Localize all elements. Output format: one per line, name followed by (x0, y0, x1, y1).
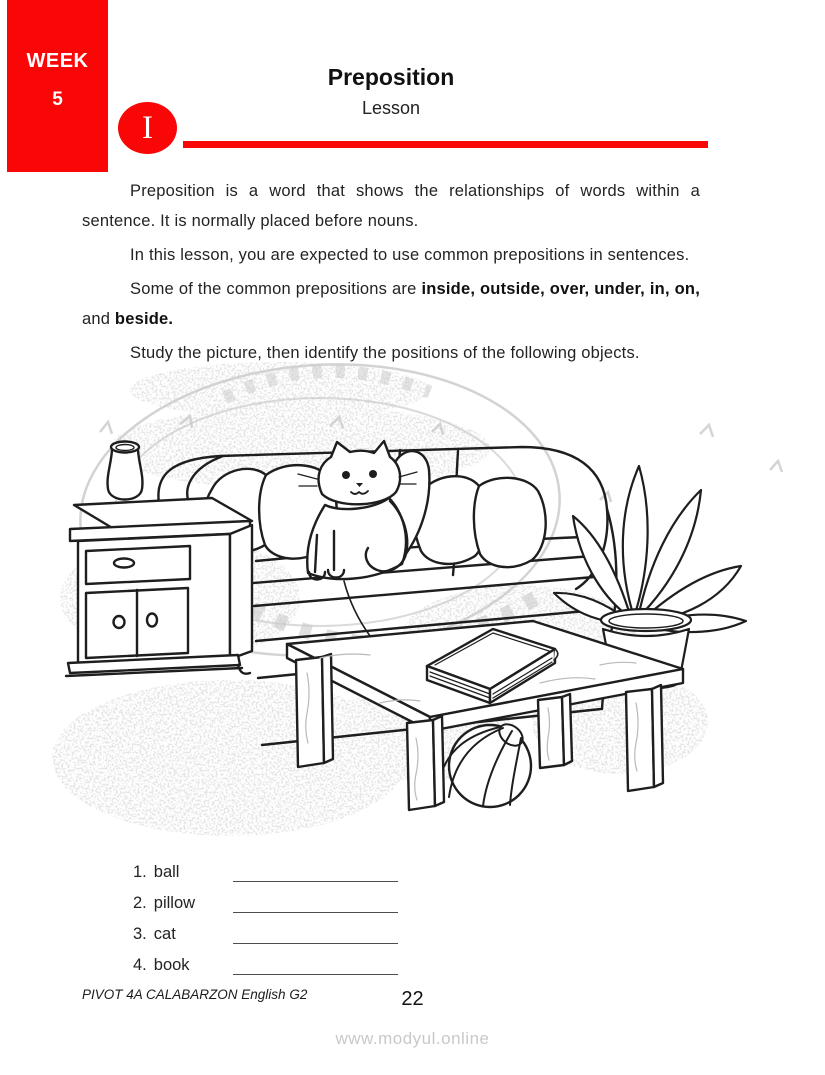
page-title: Preposition (327, 64, 455, 90)
p3-and: and (82, 310, 115, 328)
list-item (133, 944, 398, 975)
p3-bold-beside: beside. (114, 310, 174, 328)
p3-bold-prepositions: inside, outside, over, under, in, on, (421, 280, 700, 298)
p3-text: Some of the common prepositions are (130, 280, 422, 298)
item-label: ball (153, 863, 180, 881)
answer-list (133, 851, 398, 975)
item-number: 4. (133, 956, 147, 974)
cat-eye (369, 470, 377, 478)
week-label: WEEK (26, 50, 89, 72)
door-knob (114, 616, 125, 628)
week-number: 5 (52, 89, 63, 110)
list-item (133, 882, 398, 913)
module-source: PIVOT 4A CALABARZON English G2 (82, 987, 308, 1002)
list-item (133, 913, 398, 944)
drawer-handle (114, 559, 134, 568)
item-number: 2. (133, 894, 147, 912)
site-watermark: www.modyul.online (335, 1029, 490, 1048)
lesson-text (82, 176, 700, 372)
answer-blank (233, 923, 398, 944)
living-room-illustration (60, 413, 765, 848)
answer-blank (233, 861, 398, 882)
item-number: 1. (133, 863, 147, 881)
paragraph-instruction: Study the picture, then identify the positions of the following objects. (130, 344, 640, 362)
item-label: book (153, 956, 190, 974)
answer-blank (233, 954, 398, 975)
vase (108, 442, 143, 500)
answer-blank (233, 892, 398, 913)
item-label: pillow (153, 894, 196, 912)
cabinet (66, 498, 252, 676)
paragraph-definition: Preposition is a word that shows the relationships of words within a sentence. It is normally placed before nouns. (82, 182, 700, 230)
section-marker-letter: I (142, 109, 153, 146)
red-divider-line (183, 141, 708, 148)
paragraph-prepositions (82, 274, 700, 334)
cat-eye (342, 471, 350, 479)
stamp-text-arc-top (225, 371, 430, 398)
paragraph-objective: In this lesson, you are expected to use common prepositions in sentences. (130, 246, 690, 264)
door-knob (147, 614, 157, 627)
item-label: cat (153, 925, 176, 943)
lesson-title-block (82, 64, 700, 119)
page-number: 22 (401, 988, 424, 1010)
ball (441, 720, 531, 807)
page-subtitle: Lesson (361, 98, 421, 118)
item-number: 3. (133, 925, 147, 943)
list-item (133, 851, 398, 882)
